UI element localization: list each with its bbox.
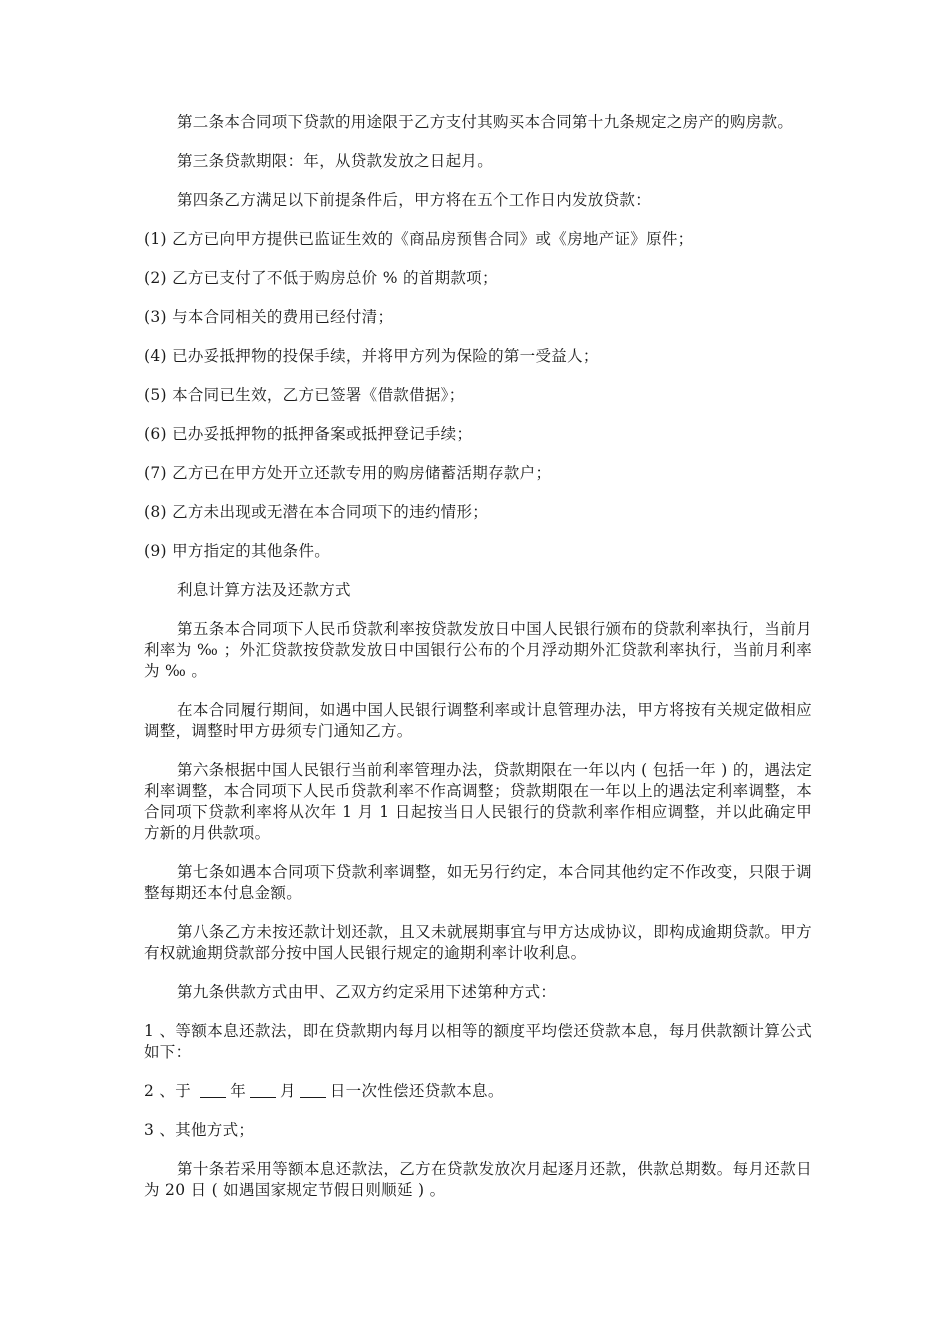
condition-item: (3) 与本合同相关的费用已经付清； [144, 308, 394, 326]
day-blank [300, 1083, 326, 1098]
date-line-suffix: 日一次性偿还贷款本息。 [329, 1082, 504, 1100]
article-7: 第七条如遇本合同项下贷款利率调整，如无另行约定，本合同其他约定不作改变，只限于调整每期还本付息金额。 [144, 863, 812, 902]
date-line-prefix: 2 、于 [144, 1082, 197, 1100]
condition-item: (6) 已办妥抵押物的抵押备案或抵押登记手续； [144, 425, 473, 443]
payment-method-2 [144, 1081, 812, 1102]
date-line-year: 年 [230, 1082, 247, 1100]
article-5: 第五条本合同项下人民币贷款利率按贷款发放日中国人民银行颁布的贷款利率执行，当前月利率为 ‰ ；外汇贷款按贷款发放日中国银行公布的个月浮动期外汇贷款利率执行，当前月利率为 ‰ 。 [144, 620, 812, 680]
condition-item: (8) 乙方未出现或无潜在本合同项下的违约情形； [144, 503, 489, 521]
article-10: 第十条若采用等额本息还款法，乙方在贷款发放次月起逐月还款，供款总期数。每月还款日为 20 日 ( 如遇国家规定节假日则顺延 ) 。 [144, 1160, 812, 1199]
payment-method-1: 1 、等额本息还款法，即在贷款期内每月以相等的额度平均偿还贷款本息，每月供款额计算公式如下： [144, 1022, 812, 1061]
article-3: 第三条贷款期限：年，从贷款发放之日起月。 [177, 152, 494, 170]
month-blank [250, 1083, 276, 1098]
payment-method-3: 3 、其他方式； [144, 1121, 255, 1139]
document-page [144, 112, 812, 1219]
section-heading: 利息计算方法及还款方式 [177, 581, 351, 599]
article-9: 第九条供款方式由甲、乙双方约定采用下述第种方式： [177, 983, 557, 1001]
year-blank [200, 1083, 226, 1098]
article-6: 第六条根据中国人民银行当前利率管理办法，贷款期限在一年以内 ( 包括一年 ) 的，遇法定利率调整，本合同项下人民币贷款利率不作高调整；贷款期限在一年以上的遇法定利率调整，本合同项下贷款利率将从次年 1 月 1 日起按当日人民银行的贷款利率作相应调整，并以此确定甲方新的月供款项。 [144, 761, 812, 842]
condition-item: (5) 本合同已生效，乙方已签署《借款借据》； [144, 386, 465, 404]
condition-item: (9) 甲方指定的其他条件。 [144, 542, 331, 560]
date-line-month: 月 [280, 1082, 296, 1100]
article-4: 第四条乙方满足以下前提条件后，甲方将在五个工作日内发放贷款： [177, 191, 652, 209]
condition-item: (2) 乙方已支付了不低于购房总价 % 的首期款项； [144, 269, 498, 287]
article-2: 第二条本合同项下贷款的用途限于乙方支付其购买本合同第十九条规定之房产的购房款。 [177, 113, 794, 131]
condition-item: (1) 乙方已向甲方提供已监证生效的《商品房预售合同》或《房地产证》原件； [144, 230, 694, 248]
article-8: 第八条乙方未按还款计划还款，且又未就展期事宜与甲方达成协议，即构成逾期贷款。甲方有权就逾期贷款部分按中国人民银行规定的逾期利率计收利息。 [144, 923, 812, 962]
rate-adjustment-paragraph: 在本合同履行期间，如遇中国人民银行调整利率或计息管理办法，甲方将按有关规定做相应调整，调整时甲方毋须专门通知乙方。 [144, 701, 812, 740]
condition-item: (4) 已办妥抵押物的投保手续，并将甲方列为保险的第一受益人； [144, 347, 599, 365]
condition-item: (7) 乙方已在甲方处开立还款专用的购房储蓄活期存款户； [144, 464, 552, 482]
